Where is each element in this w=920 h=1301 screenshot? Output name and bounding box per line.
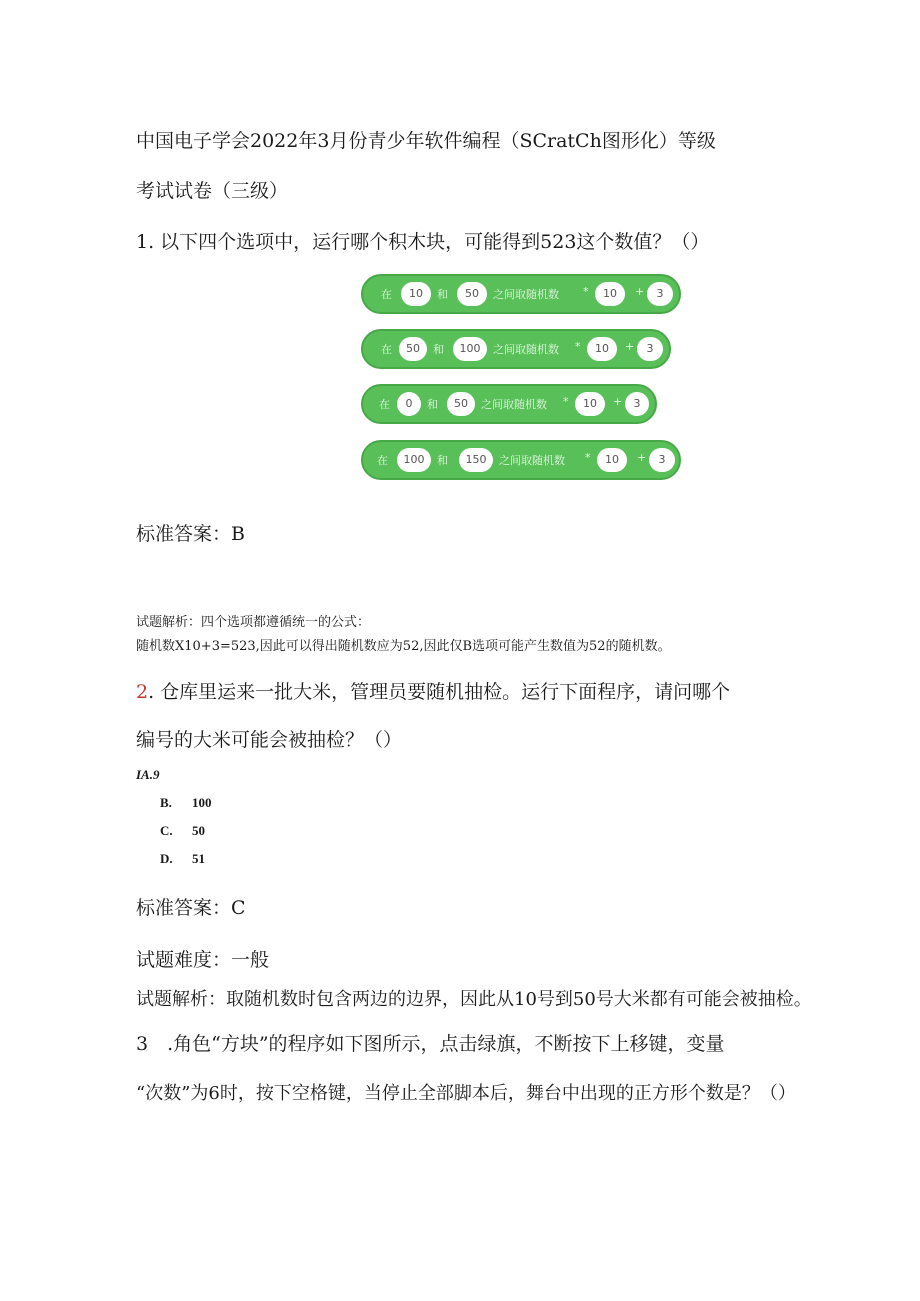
block-multiplier: 10 <box>575 392 605 416</box>
block-min-value: 10 <box>401 282 431 306</box>
question-2-line2: 编号的大米可能会被抽检？（） <box>136 729 403 751</box>
q1-analysis-line2: 随机数X10+3=523,因此可以得出随机数应为52,因此仅B选项可能产生数值为52的随机数。 <box>136 639 671 654</box>
block-multiplier: 10 <box>597 448 627 472</box>
block-min-value: 100 <box>397 448 431 472</box>
option-a: IA.9 <box>136 767 160 782</box>
scratch-blocks-image <box>361 270 683 488</box>
q2-difficulty: 试题难度：一般 <box>136 949 270 971</box>
block-and: 和 <box>437 288 448 301</box>
block-and: 和 <box>427 398 438 411</box>
block-addend: 3 <box>637 337 663 361</box>
q2-answer: 标准答案：C <box>136 897 246 919</box>
block-random-label: 之间取随机数 <box>493 343 559 356</box>
option-c-label: C. <box>160 823 173 838</box>
block-prefix: 在 <box>381 288 392 301</box>
block-random-label: 之间取随机数 <box>493 288 559 301</box>
block-min-value: 0 <box>397 392 421 416</box>
block-prefix: 在 <box>379 398 390 411</box>
block-plus: + <box>613 395 623 408</box>
option-d-value: 51 <box>192 851 205 866</box>
block-max-value: 50 <box>457 282 487 306</box>
document-title-line1: 中国电子学会2022年3月份青少年软件编程（SCratCh图形化）等级 <box>136 130 716 152</box>
q1-answer: 标准答案：B <box>136 523 245 545</box>
block-multiply: * <box>583 285 589 298</box>
option-b-label: B. <box>160 795 172 810</box>
option-c-value: 50 <box>192 823 205 838</box>
block-max-value: 50 <box>447 392 475 416</box>
block-plus: + <box>635 285 645 298</box>
block-min-value: 50 <box>399 337 427 361</box>
document-title-line2: 考试试卷（三级） <box>136 180 289 202</box>
block-plus: + <box>637 451 647 464</box>
block-max-value: 150 <box>459 448 493 472</box>
block-random-label: 之间取随机数 <box>481 398 547 411</box>
scratch-block-option-d <box>361 440 681 480</box>
q2-analysis: 试题解析：取随机数时包含两边的边界，因此从10号到50号大米都有可能会被抽检。 <box>136 989 812 1010</box>
block-plus: + <box>625 340 635 353</box>
scratch-block-option-a <box>361 274 681 314</box>
question-3-line1: 3 .角色“方块”的程序如下图所示，点击绿旗，不断按下上移键，变量 <box>136 1033 725 1055</box>
question-1: 1. 以下四个选项中，运行哪个积木块，可能得到523这个数值？（） <box>136 231 710 253</box>
block-prefix: 在 <box>381 343 392 356</box>
block-multiplier: 10 <box>587 337 617 361</box>
block-prefix: 在 <box>377 454 388 467</box>
option-b-value: 100 <box>192 795 212 810</box>
block-addend: 3 <box>649 448 675 472</box>
block-addend: 3 <box>625 392 649 416</box>
block-and: 和 <box>433 343 444 356</box>
block-random-label: 之间取随机数 <box>499 454 565 467</box>
block-max-value: 100 <box>453 337 487 361</box>
block-addend: 3 <box>647 282 673 306</box>
block-multiply: * <box>575 340 581 353</box>
block-multiply: * <box>585 451 591 464</box>
option-d-label: D. <box>160 851 173 866</box>
scratch-block-option-b <box>361 329 671 369</box>
question-2 <box>136 677 730 704</box>
question-2-number: 2 <box>136 681 149 703</box>
question-2-text: . 仓库里运来一批大米，管理员要随机抽检。运行下面程序，请问哪个 <box>148 681 731 703</box>
q1-analysis-line1: 试题解析：四个选项都遵循统一的公式： <box>136 615 371 630</box>
scratch-block-option-c <box>361 384 657 424</box>
block-multiply: * <box>563 395 569 408</box>
question-3-line2: “次数”为6时，按下空格键，当停止全部脚本后，舞台中出现的正方形个数是？（） <box>136 1083 796 1104</box>
block-multiplier: 10 <box>595 282 625 306</box>
block-and: 和 <box>437 454 448 467</box>
